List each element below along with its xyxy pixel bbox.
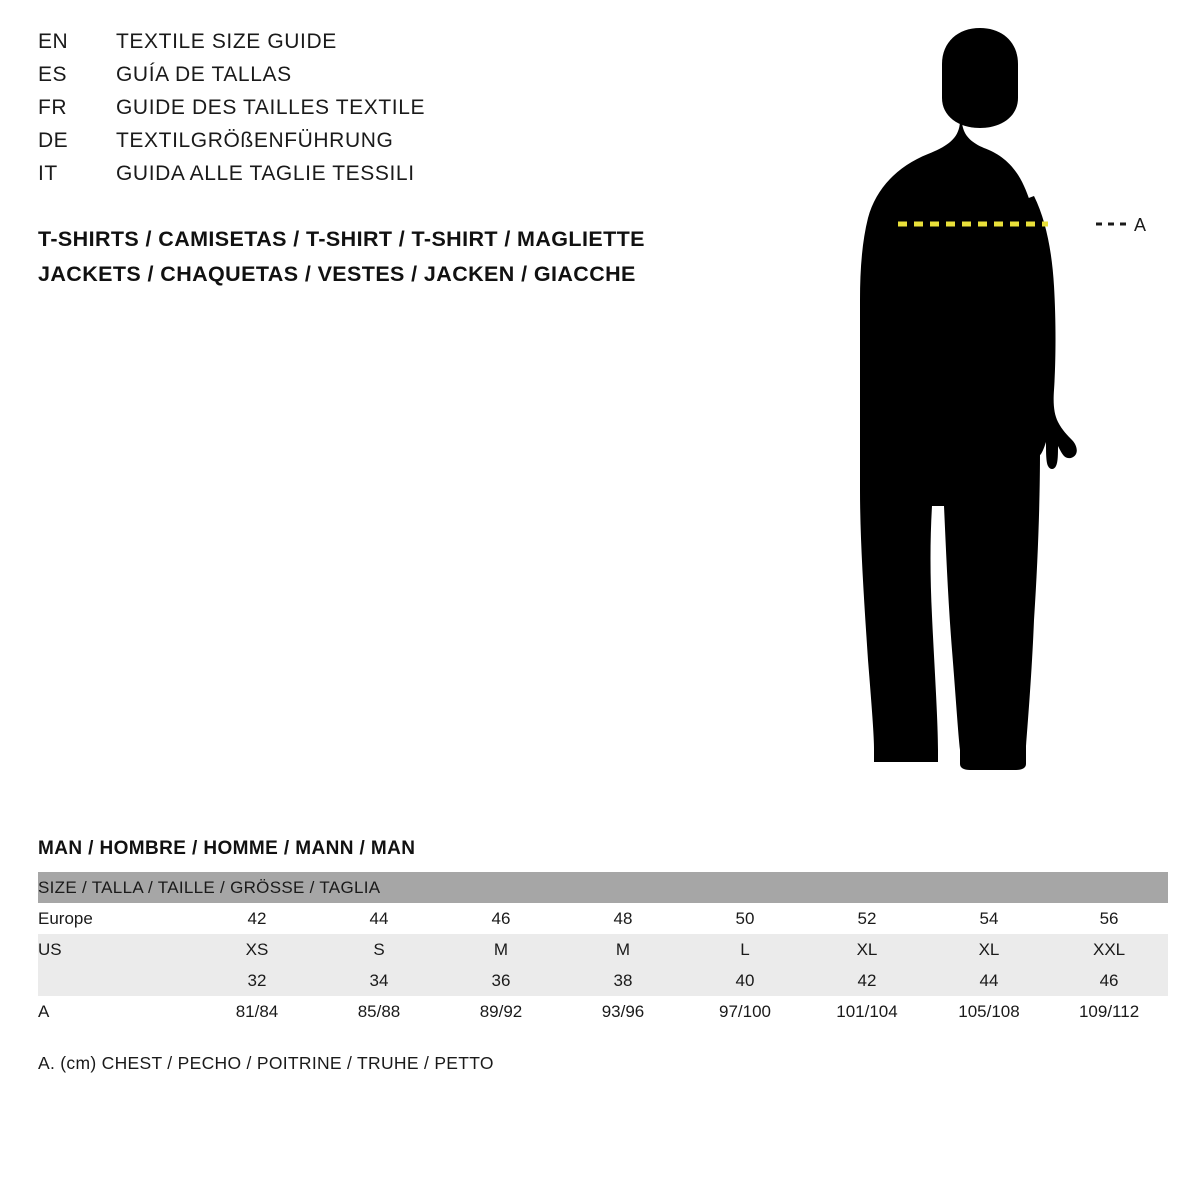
language-title: TEXTILGRÖßENFÜHRUNG xyxy=(116,129,394,152)
cell: M xyxy=(562,934,684,965)
cell: XL xyxy=(928,934,1050,965)
row-label: A xyxy=(38,996,196,1027)
row-label xyxy=(38,965,196,996)
cell: 101/104 xyxy=(806,996,928,1027)
table-row xyxy=(38,965,1168,996)
language-list xyxy=(38,30,738,195)
cell: 32 xyxy=(196,965,318,996)
cell: 48 xyxy=(562,903,684,934)
cell: 44 xyxy=(928,965,1050,996)
cell: 44 xyxy=(318,903,440,934)
cell: XS xyxy=(196,934,318,965)
language-code: ES xyxy=(38,63,68,86)
body-figure xyxy=(820,20,1180,800)
size-table xyxy=(38,872,1168,1027)
table-group-title: MAN / HOMBRE / HOMME / MANN / MAN xyxy=(38,838,416,859)
language-title: GUIDE DES TAILLES TEXTILE xyxy=(116,96,426,119)
list-item xyxy=(38,63,738,96)
cell: 56 xyxy=(1050,903,1168,934)
list-item xyxy=(38,129,738,162)
category-headings xyxy=(38,222,798,292)
language-title: TEXTILE SIZE GUIDE xyxy=(116,30,337,53)
cell: 93/96 xyxy=(562,996,684,1027)
man-silhouette-icon xyxy=(860,28,1126,770)
language-code: FR xyxy=(38,96,67,119)
cell: 42 xyxy=(196,903,318,934)
chest-marker-label: A xyxy=(1134,215,1147,235)
table-row xyxy=(38,934,1168,965)
cell: 46 xyxy=(440,903,562,934)
size-table-area xyxy=(38,838,1168,1074)
cell: 109/112 xyxy=(1050,996,1168,1027)
cell: S xyxy=(318,934,440,965)
cell: 105/108 xyxy=(928,996,1050,1027)
cell: M xyxy=(440,934,562,965)
cell: 52 xyxy=(806,903,928,934)
cell: 36 xyxy=(440,965,562,996)
list-item xyxy=(38,30,738,63)
cell: 38 xyxy=(562,965,684,996)
category-tshirts: T-SHIRTS / CAMISETAS / T-SHIRT / T-SHIRT / MAGLIETTE xyxy=(38,227,645,251)
cell: 81/84 xyxy=(196,996,318,1027)
cell: 34 xyxy=(318,965,440,996)
cell: 50 xyxy=(684,903,806,934)
cell: 40 xyxy=(684,965,806,996)
cell: XL xyxy=(806,934,928,965)
language-code: EN xyxy=(38,30,69,53)
category-jackets: JACKETS / CHAQUETAS / VESTES / JACKEN / GIACCHE xyxy=(38,262,636,286)
language-code: DE xyxy=(38,129,69,152)
language-code: IT xyxy=(38,162,58,185)
cell: 42 xyxy=(806,965,928,996)
list-item xyxy=(38,162,738,195)
cell: L xyxy=(684,934,806,965)
cell: 46 xyxy=(1050,965,1168,996)
language-title: GUÍA DE TALLAS xyxy=(116,63,292,86)
table-row xyxy=(38,996,1168,1027)
cell: 97/100 xyxy=(684,996,806,1027)
table-header-row xyxy=(38,872,1168,903)
row-label: US xyxy=(38,934,196,965)
list-item xyxy=(38,96,738,129)
cell: 54 xyxy=(928,903,1050,934)
cell: XXL xyxy=(1050,934,1168,965)
language-title: GUIDA ALLE TAGLIE TESSILI xyxy=(116,162,415,185)
cell: 85/88 xyxy=(318,996,440,1027)
table-footnote: A. (cm) CHEST / PECHO / POITRINE / TRUHE / PETTO xyxy=(38,1053,494,1073)
row-label: Europe xyxy=(38,903,196,934)
table-row xyxy=(38,903,1168,934)
cell: 89/92 xyxy=(440,996,562,1027)
table-header-label: SIZE / TALLA / TAILLE / GRÖSSE / TAGLIA xyxy=(38,872,1168,903)
